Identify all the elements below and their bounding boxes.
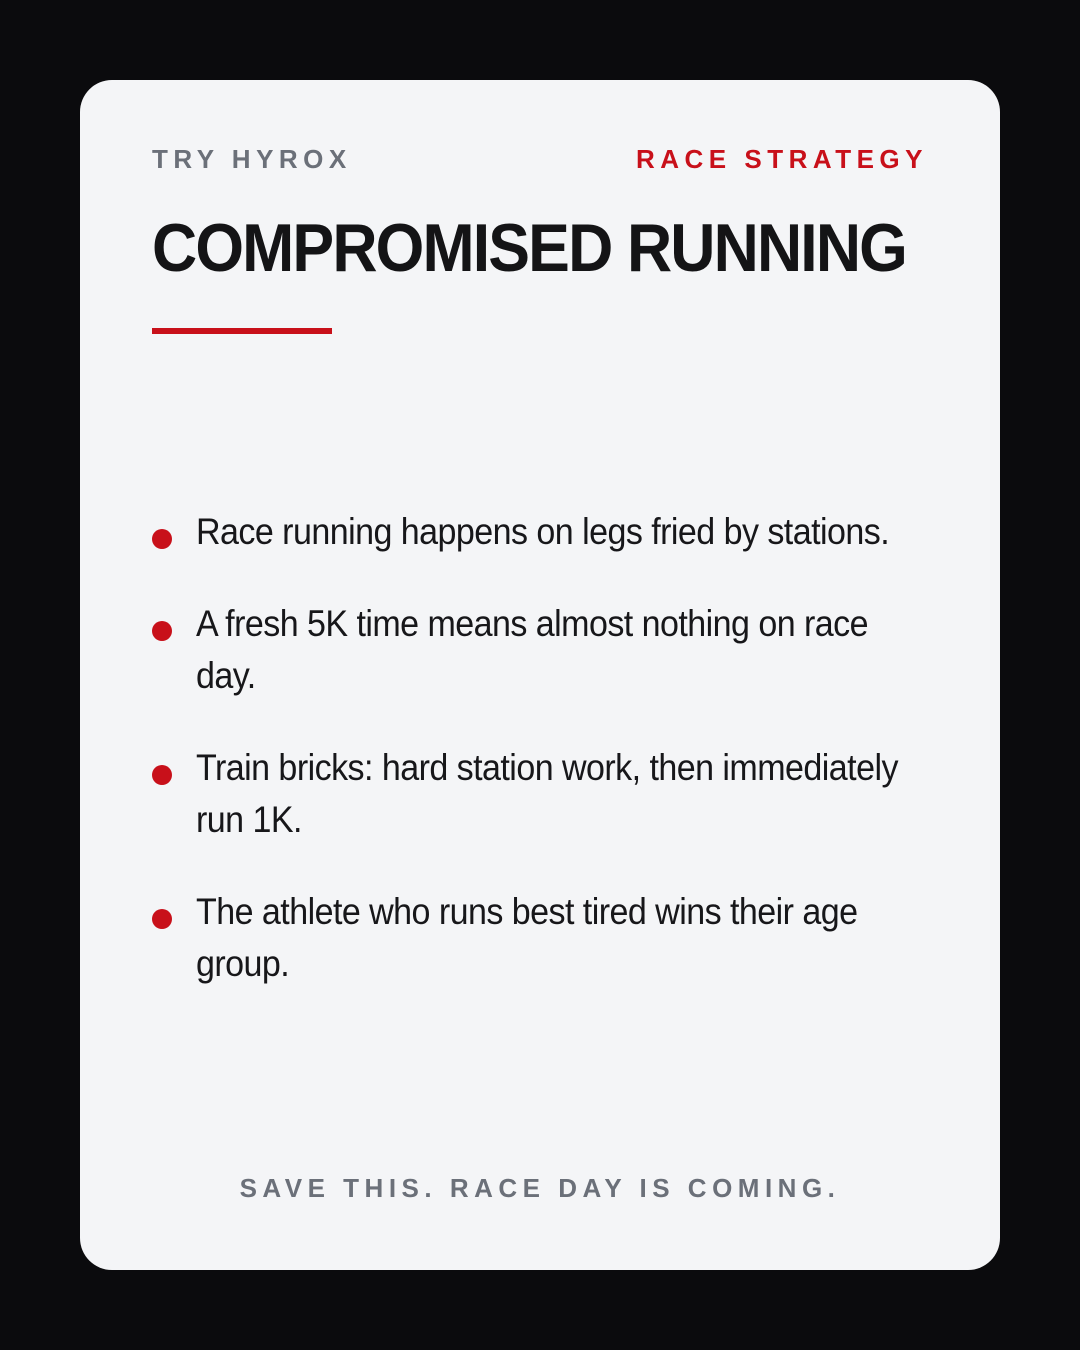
bullet-text: Race running happens on legs fried by stations. (196, 511, 890, 552)
list-item (152, 886, 912, 990)
red-dot-icon (152, 765, 172, 785)
bullet-text: Train bricks: hard station work, then immediately run 1K. (196, 747, 898, 840)
page-title: COMPROMISED RUNNING (152, 210, 907, 286)
brand-label: TRY HYROX (152, 144, 352, 174)
category-label: RACE STRATEGY (635, 144, 928, 174)
list-item (152, 598, 912, 702)
bullet-text: A fresh 5K time means almost nothing on race day. (196, 603, 869, 696)
content-card (80, 80, 1000, 1270)
red-dot-icon (152, 529, 172, 549)
red-dot-icon (152, 621, 172, 641)
bullet-list (152, 506, 912, 1030)
bullet-text: The athlete who runs best tired wins their age group. (196, 891, 858, 984)
list-item (152, 506, 912, 558)
list-item (152, 742, 912, 846)
footer-tagline: SAVE THIS. RACE DAY IS COMING. (239, 1173, 841, 1203)
red-dot-icon (152, 909, 172, 929)
title-underline (152, 328, 332, 334)
